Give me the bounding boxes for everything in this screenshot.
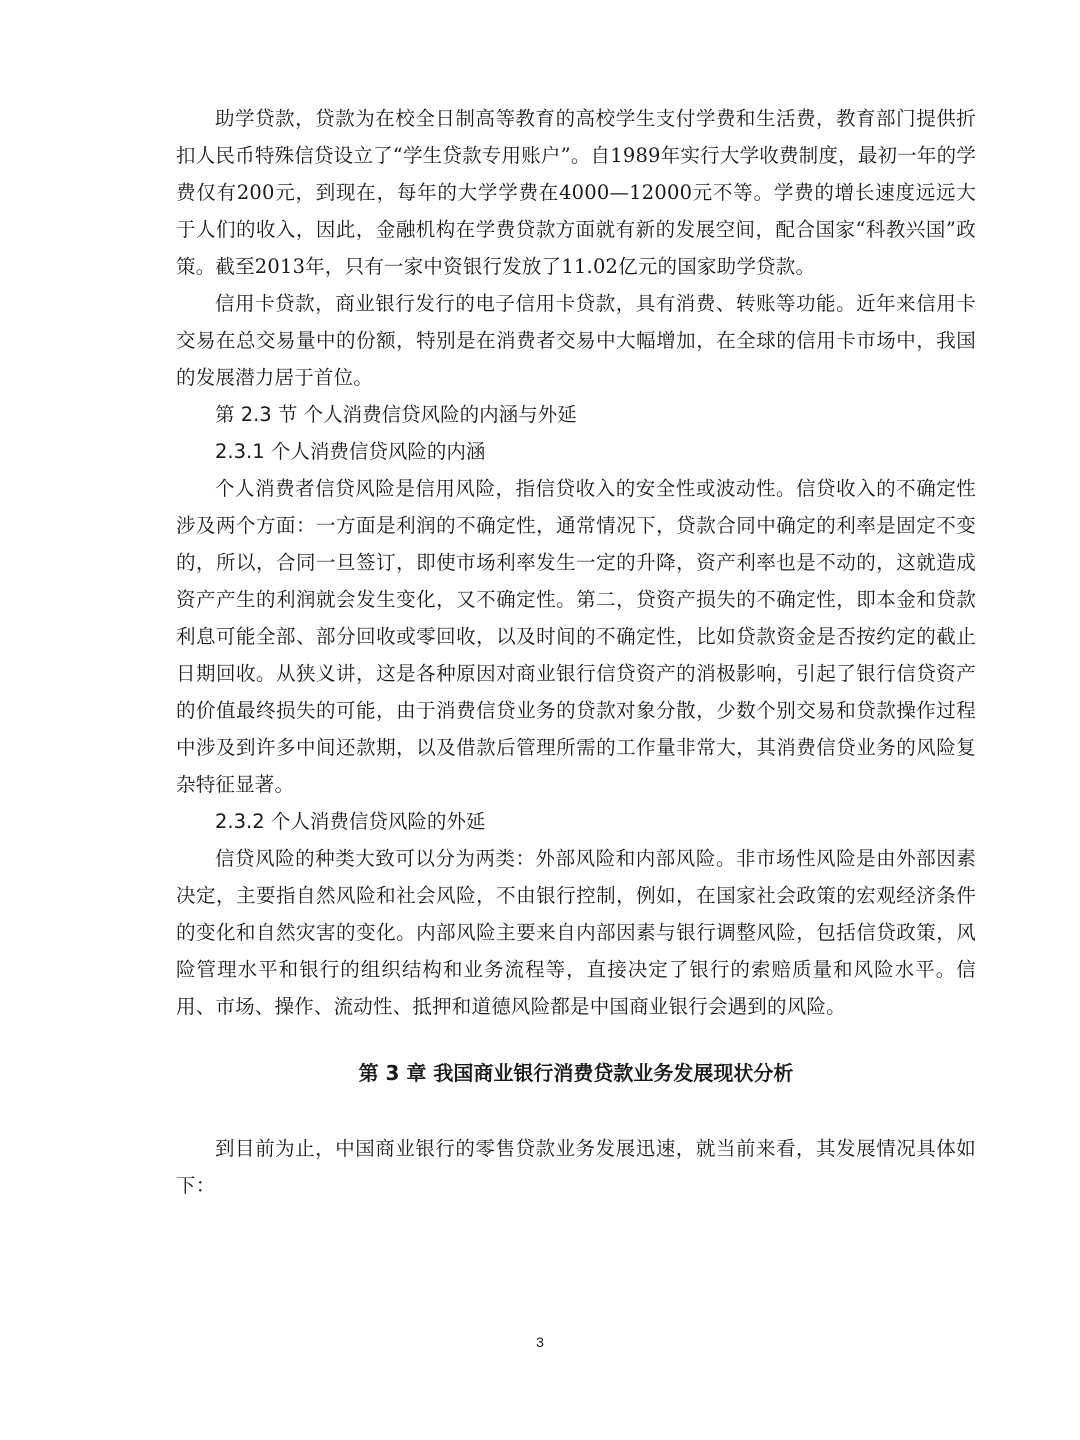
section-2-3-1-paragraph: 个人消费者信贷风险是信用风险，指信贷收入的安全性或波动性。信贷收入的不确定性涉及两个方面：一方面是利润的不确定性，通常情况下，贷款合同中确定的利率是固定不变的，所以，合同一旦签订，即使市场利率发生一定的升降，资产利率也是不动的，这就造成资产产生的利润就会发生变化，又不确定性。第二，贷资产损失的不确定性，即本金和贷款利息可能全部、部分回收或零回收，以及时间的不确定性，比如贷款资金是否按约定的截止日期回收。从狭义讲，这是各种原因对商业银行信贷资产的消极影响，引起了银行信贷资产的价值最终损失的可能，由于消费信贷业务的贷款对象分散，少数个别交易和贷款操作过程中涉及到许多中间还款期，以及借款后管理所需的工作量非常大，其消费信贷业务的风险复杂特征显著。 — [176, 477, 976, 796]
chapter-3-intro-paragraph: 到目前为止，中国商业银行的零售贷款业务发展迅速，就当前来看，其发展情况具体如下： — [176, 1137, 976, 1197]
paragraph-student-loan: 助学贷款，贷款为在校全日制高等教育的高校学生支付学费和生活费，教育部门提供折扣人民币特殊信贷设立了“学生贷款专用账户”。自1989年实行大学收费制度，最初一年的学费仅有200元，到现在，每年的大学学费在4000—12000元不等。学费的增长速度远远大于人们的收入，因此，金融机构在学费贷款方面就有新的发展空间，配合国家“科教兴国”政策。截至2013年，只有一家中资银行发放了11.02亿元的国家助学贷款。 — [176, 107, 976, 278]
page-content — [176, 100, 976, 1204]
section-2-3-heading: 第 2.3 节 个人消费信贷风险的内涵与外延 — [215, 403, 577, 426]
page-number: 3 — [536, 1334, 544, 1350]
chapter-3-heading: 第 3 章 我国商业银行消费贷款业务发展现状分析 — [358, 1061, 794, 1085]
paragraph-credit-card-loan: 信用卡贷款，商业银行发行的电子信用卡贷款，具有消费、转账等功能。近年来信用卡交易在总交易量中的份额，特别是在消费者交易中大幅增加，在全球的信用卡市场中，我国的发展潜力居于首位。 — [176, 292, 976, 389]
section-2-3-2-heading: 2.3.2 个人消费信贷风险的外延 — [215, 810, 486, 833]
section-2-3-1-heading: 2.3.1 个人消费信贷风险的内涵 — [215, 440, 486, 463]
section-2-3-2-paragraph: 信贷风险的种类大致可以分为两类：外部风险和内部风险。非市场性风险是由外部因素决定，主要指自然风险和社会风险，不由银行控制，例如，在国家社会政策的宏观经济条件的变化和自然灾害的变化。内部风险主要来自内部因素与银行调整风险，包括信贷政策，风险管理水平和银行的组织结构和业务流程等，直接决定了银行的索赔质量和风险水平。信用、市场、操作、流动性、抵押和道德风险都是中国商业银行会遇到的风险。 — [176, 847, 976, 1018]
